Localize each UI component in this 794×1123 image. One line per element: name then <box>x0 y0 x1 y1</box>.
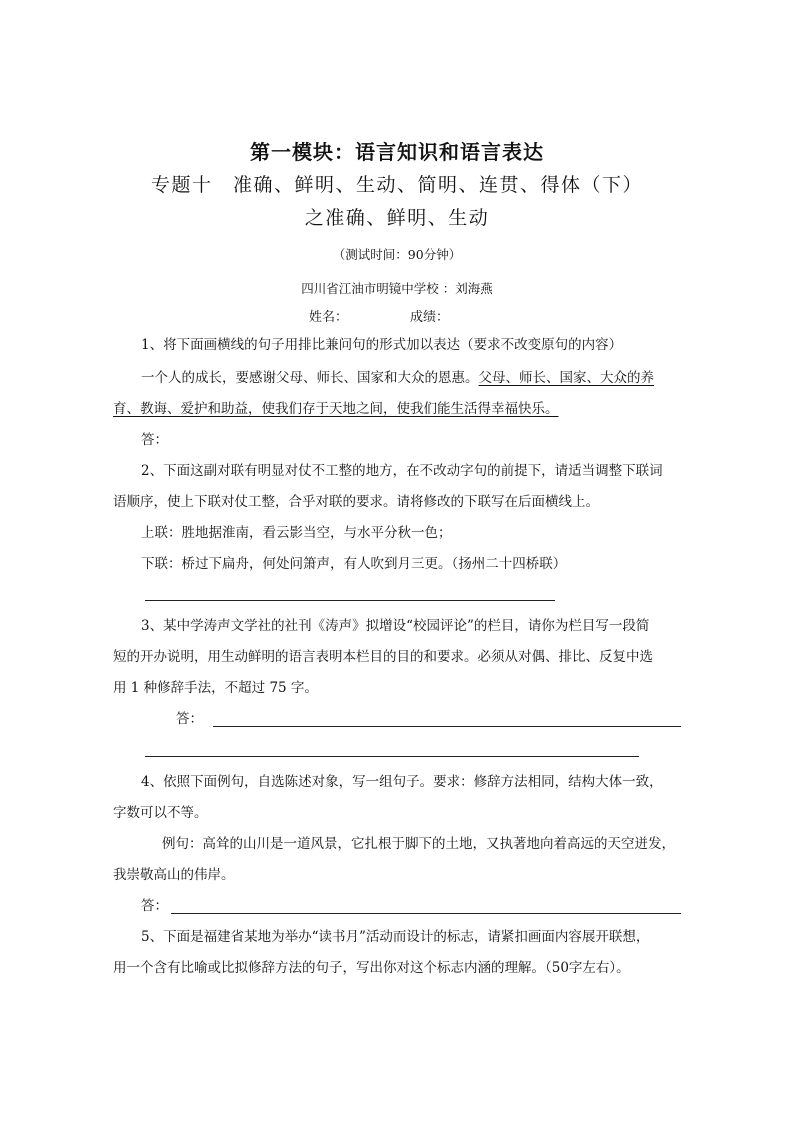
q3-answer-line-2[interactable] <box>145 756 639 757</box>
q1-answer-label: 答： <box>141 432 168 448</box>
q3-answer-line-1[interactable] <box>213 726 681 727</box>
q2-prompt-line-2: 语顺序，使上下联对仗工整，合乎对联的要求。请将修改的下联写在后面横线上。 <box>113 494 599 510</box>
q1-prompt: 1、将下面画横线的句子用排比兼问句的形式加以表达（要求不改变原句的内容） <box>141 337 623 353</box>
q4-example-line-2: 我崇敬高山的伟岸。 <box>113 867 235 883</box>
q2-upper-couplet: 上联：胜地据淮南，看云影当空，与水平分秋一色； <box>141 525 452 541</box>
q5-prompt-line-1: 5、下面是福建省某地为举办“读书月”活动而设计的标志，请紧扣画面内容展开联想， <box>141 929 650 945</box>
q1-underlined-part-2: 育、教诲、爱护和助益，使我们存于天地之间，使我们能生活得幸福快乐。 <box>113 401 559 417</box>
q1-text-plain: 一个人的成长，要感谢父母、师长、国家和大众的恩惠。 <box>141 370 479 386</box>
q3-prompt-line-3: 用 1 种修辞手法，不超过 75 字。 <box>113 680 318 696</box>
q1-text <box>141 372 654 386</box>
q3-prompt-line-2: 短的开办说明，用生动鲜明的语言表明本栏目的目的和要求。必须从对偶、排比、反复中选 <box>113 649 653 665</box>
score-label: 成绩： <box>410 310 450 325</box>
q4-prompt-line-1: 4、依照下面例句，自选陈述对象，写一组句子。要求：修辞方法相同，结构大体一致， <box>141 774 663 790</box>
name-label: 姓名： <box>309 310 349 325</box>
q2-lower-couplet: 下联：桥过下扁舟，何处问箫声，有人吹到月三更。（扬州二十四桥联） <box>141 556 567 572</box>
module-title: 第一模块：语言知识和语言表达 <box>250 140 544 164</box>
q2-answer-line[interactable] <box>145 600 555 601</box>
q5-prompt-line-2: 用一个含有比喻或比拟修辞方法的句子，写出你对这个标志内涵的理解。（50字左右）。 <box>113 960 630 976</box>
q4-prompt-line-2: 字数可以不等。 <box>113 805 208 821</box>
q1-underlined-part-1: 父母、师长、国家、大众的养 <box>478 370 654 386</box>
q3-answer-label: 答： <box>176 711 203 727</box>
q4-example-line-1: 例句：高耸的山川是一道风景，它扎根于脚下的土地，又执著地向着高远的天空迸发， <box>162 836 675 852</box>
topic-title: 专题十 准确、鲜明、生动、简明、连贯、得体（下） <box>150 174 643 196</box>
q4-answer-label: 答： <box>141 898 168 914</box>
test-time-note: （测试时间：90分钟） <box>332 247 462 262</box>
q4-answer-line[interactable] <box>171 913 681 914</box>
author-line: 四川省江油市明镜中学校 ：刘海燕 <box>301 281 493 296</box>
q3-prompt-line-1: 3、某中学涛声文学社的社刊《涛声》拟增设“校园评论”的栏目，请你为栏目写一段简 <box>141 618 650 634</box>
q2-prompt-line-1: 2、下面这副对联有明显对仗不工整的地方，在不改动字句的前提下，请适当调整下联词 <box>141 463 663 479</box>
topic-subtitle: 之准确、鲜明、生动 <box>304 207 490 229</box>
